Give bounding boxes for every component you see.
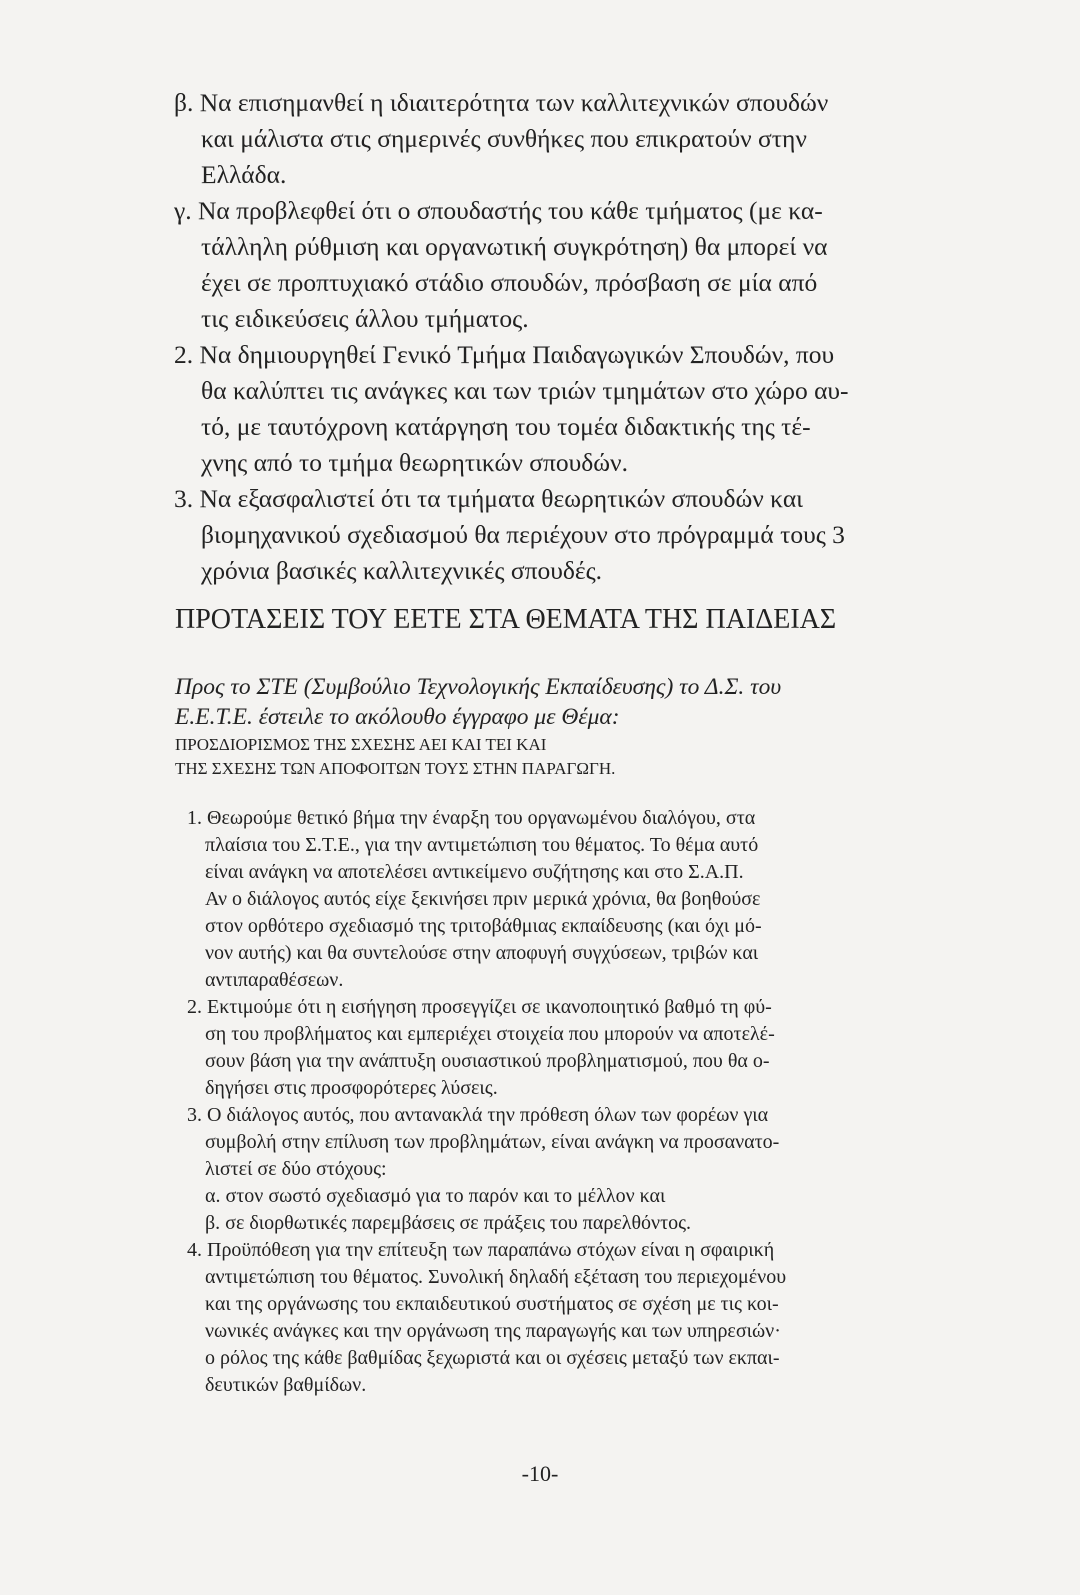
text-line: Αν ο διάλογος αυτός είχε ξεκινήσει πριν μερικά χρόνια, θα βοηθούσε	[205, 888, 761, 910]
text-line: πλαίσια του Σ.Τ.Ε., για την αντιμετώπιση του θέματος. Το θέμα αυτό	[205, 834, 759, 856]
text-line: 4. Προϋπόθεση για την επίτευξη των παραπάνω στόχων είναι η σφαιρική	[187, 1239, 775, 1261]
intro-line: Προς το ΣΤΕ (Συμβούλιο Τεχνολογικής Εκπαίδευσης) το Δ.Σ. του	[175, 674, 782, 700]
text-line: τις ειδικεύσεις άλλου τμήματος.	[201, 304, 529, 333]
text-line: α. στον σωστό σχεδιασμό για το παρόν και το μέλλον και	[205, 1185, 666, 1207]
text-line: θα καλύπτει τις ανάγκες και των τριών τμημάτων στο χώρο αυ-	[201, 376, 849, 405]
text-line: γ. Να προβλεφθεί ότι ο σπουδαστής του κάθε τμήματος (με κα-	[174, 196, 823, 225]
text-line: β. Να επισημανθεί η ιδιαιτερότητα των καλλιτεχνικών σπουδών	[174, 88, 829, 117]
text-line: 3. Ο διάλογος αυτός, που αντανακλά την πρόθεση όλων των φορέων για	[187, 1104, 769, 1126]
text-line: στον ορθότερο σχεδιασμό της τριτοβάθμιας εκπαίδευσης (και όχι μό-	[205, 915, 762, 937]
page-number: -10-	[521, 1461, 559, 1486]
text-line: δευτικών βαθμίδων.	[205, 1374, 367, 1396]
text-line: ο ρόλος της κάθε βαθμίδας ξεχωριστά και οι σχέσεις μεταξύ των εκπαι-	[205, 1347, 780, 1369]
section-heading: ΠΡΟΤΑΣΕΙΣ ΤΟΥ ΕΕΤΕ ΣΤΑ ΘΕΜΑΤΑ ΤΗΣ ΠΑΙΔΕΙΑΣ	[175, 604, 837, 635]
text-line: συμβολή στην επίλυση των προβλημάτων, είναι ανάγκη να προσανατο-	[205, 1131, 780, 1153]
text-line: βιομηχανικού σχεδιασμού θα περιέχουν στο πρόγραμμά τους 3	[201, 520, 845, 549]
text-line: ση του προβλήματος και εμπεριέχει στοιχεία που μπορούν να αποτελέ-	[205, 1023, 775, 1045]
text-line: τάλληλη ρύθμιση και οργανωτική συγκρότηση) θα μπορεί να	[201, 232, 828, 261]
text-line: τό, με ταυτόχρονη κατάργηση του τομέα διδακτικής της τέ-	[201, 412, 811, 441]
text-line: νωνικές ανάγκες και την οργάνωση της παραγωγής και των υπηρεσιών·	[205, 1320, 781, 1342]
text-line: χρόνια βασικές καλλιτεχνικές σπουδές.	[201, 556, 603, 585]
text-line: λιστεί σε δύο στόχους:	[205, 1158, 387, 1180]
text-line: και της οργάνωσης του εκπαιδευτικού συστήματος σε σχέση με τις κοι-	[205, 1293, 779, 1315]
text-line: χνης από το τμήμα θεωρητικών σπουδών.	[201, 448, 628, 477]
text-line: σουν βάση για την ανάπτυξη ουσιαστικού προβληματισμού, που θα ο-	[205, 1050, 770, 1072]
text-line: 2. Να δημιουργηθεί Γενικό Τμήμα Παιδαγωγικών Σπουδών, που	[174, 340, 835, 369]
subject-line: ΤΗΣ ΣΧΕΣΗΣ ΤΩΝ ΑΠΟΦΟΙΤΩΝ ΤΟΥΣ ΣΤΗΝ ΠΑΡΑΓΩΓΗ.	[175, 759, 616, 778]
subject-title	[175, 733, 615, 781]
section-intro	[175, 672, 781, 732]
text-line: αντιμετώπιση του θέματος. Συνολική δηλαδή εξέταση του περιεχομένου	[205, 1266, 787, 1288]
text-line: νον αυτής) και θα συντελούσε στην αποφυγή συγχύσεων, τριβών και	[205, 942, 759, 964]
text-line: είναι ανάγκη να αποτελέσει αντικείμενο συζήτησης και στο Σ.Α.Π.	[205, 861, 744, 883]
text-line: 3. Να εξασφαλιστεί ότι τα τμήματα θεωρητικών σπουδών και	[174, 484, 804, 513]
intro-line: Ε.Ε.Τ.Ε. έστειλε το ακόλουθο έγγραφο με Θέμα:	[175, 704, 620, 730]
text-line: έχει σε προπτυχιακό στάδιο σπουδών, πρόσβαση σε μία από	[201, 268, 818, 297]
text-line: αντιπαραθέσεων.	[205, 969, 344, 991]
text-line: δηγήσει στις προσφορότερες λύσεις.	[205, 1077, 498, 1099]
text-line: 2. Εκτιμούμε ότι η εισήγηση προσεγγίζει σε ικανοποιητικό βαθμό τη φύ-	[187, 996, 772, 1018]
text-line: 1. Θεωρούμε θετικό βήμα την έναρξη του οργανωμένου διαλόγου, στα	[187, 807, 756, 829]
subject-line: ΠΡΟΣΔΙΟΡΙΣΜΟΣ ΤΗΣ ΣΧΕΣΗΣ ΑΕΙ ΚΑΙ ΤΕΙ ΚΑΙ	[175, 735, 547, 754]
text-line: Ελλάδα.	[201, 160, 287, 189]
text-line: β. σε διορθωτικές παρεμβάσεις σε πράξεις του παρελθόντος.	[205, 1212, 692, 1234]
text-line: και μάλιστα στις σημερινές συνθήκες που επικρατούν στην	[201, 124, 807, 153]
